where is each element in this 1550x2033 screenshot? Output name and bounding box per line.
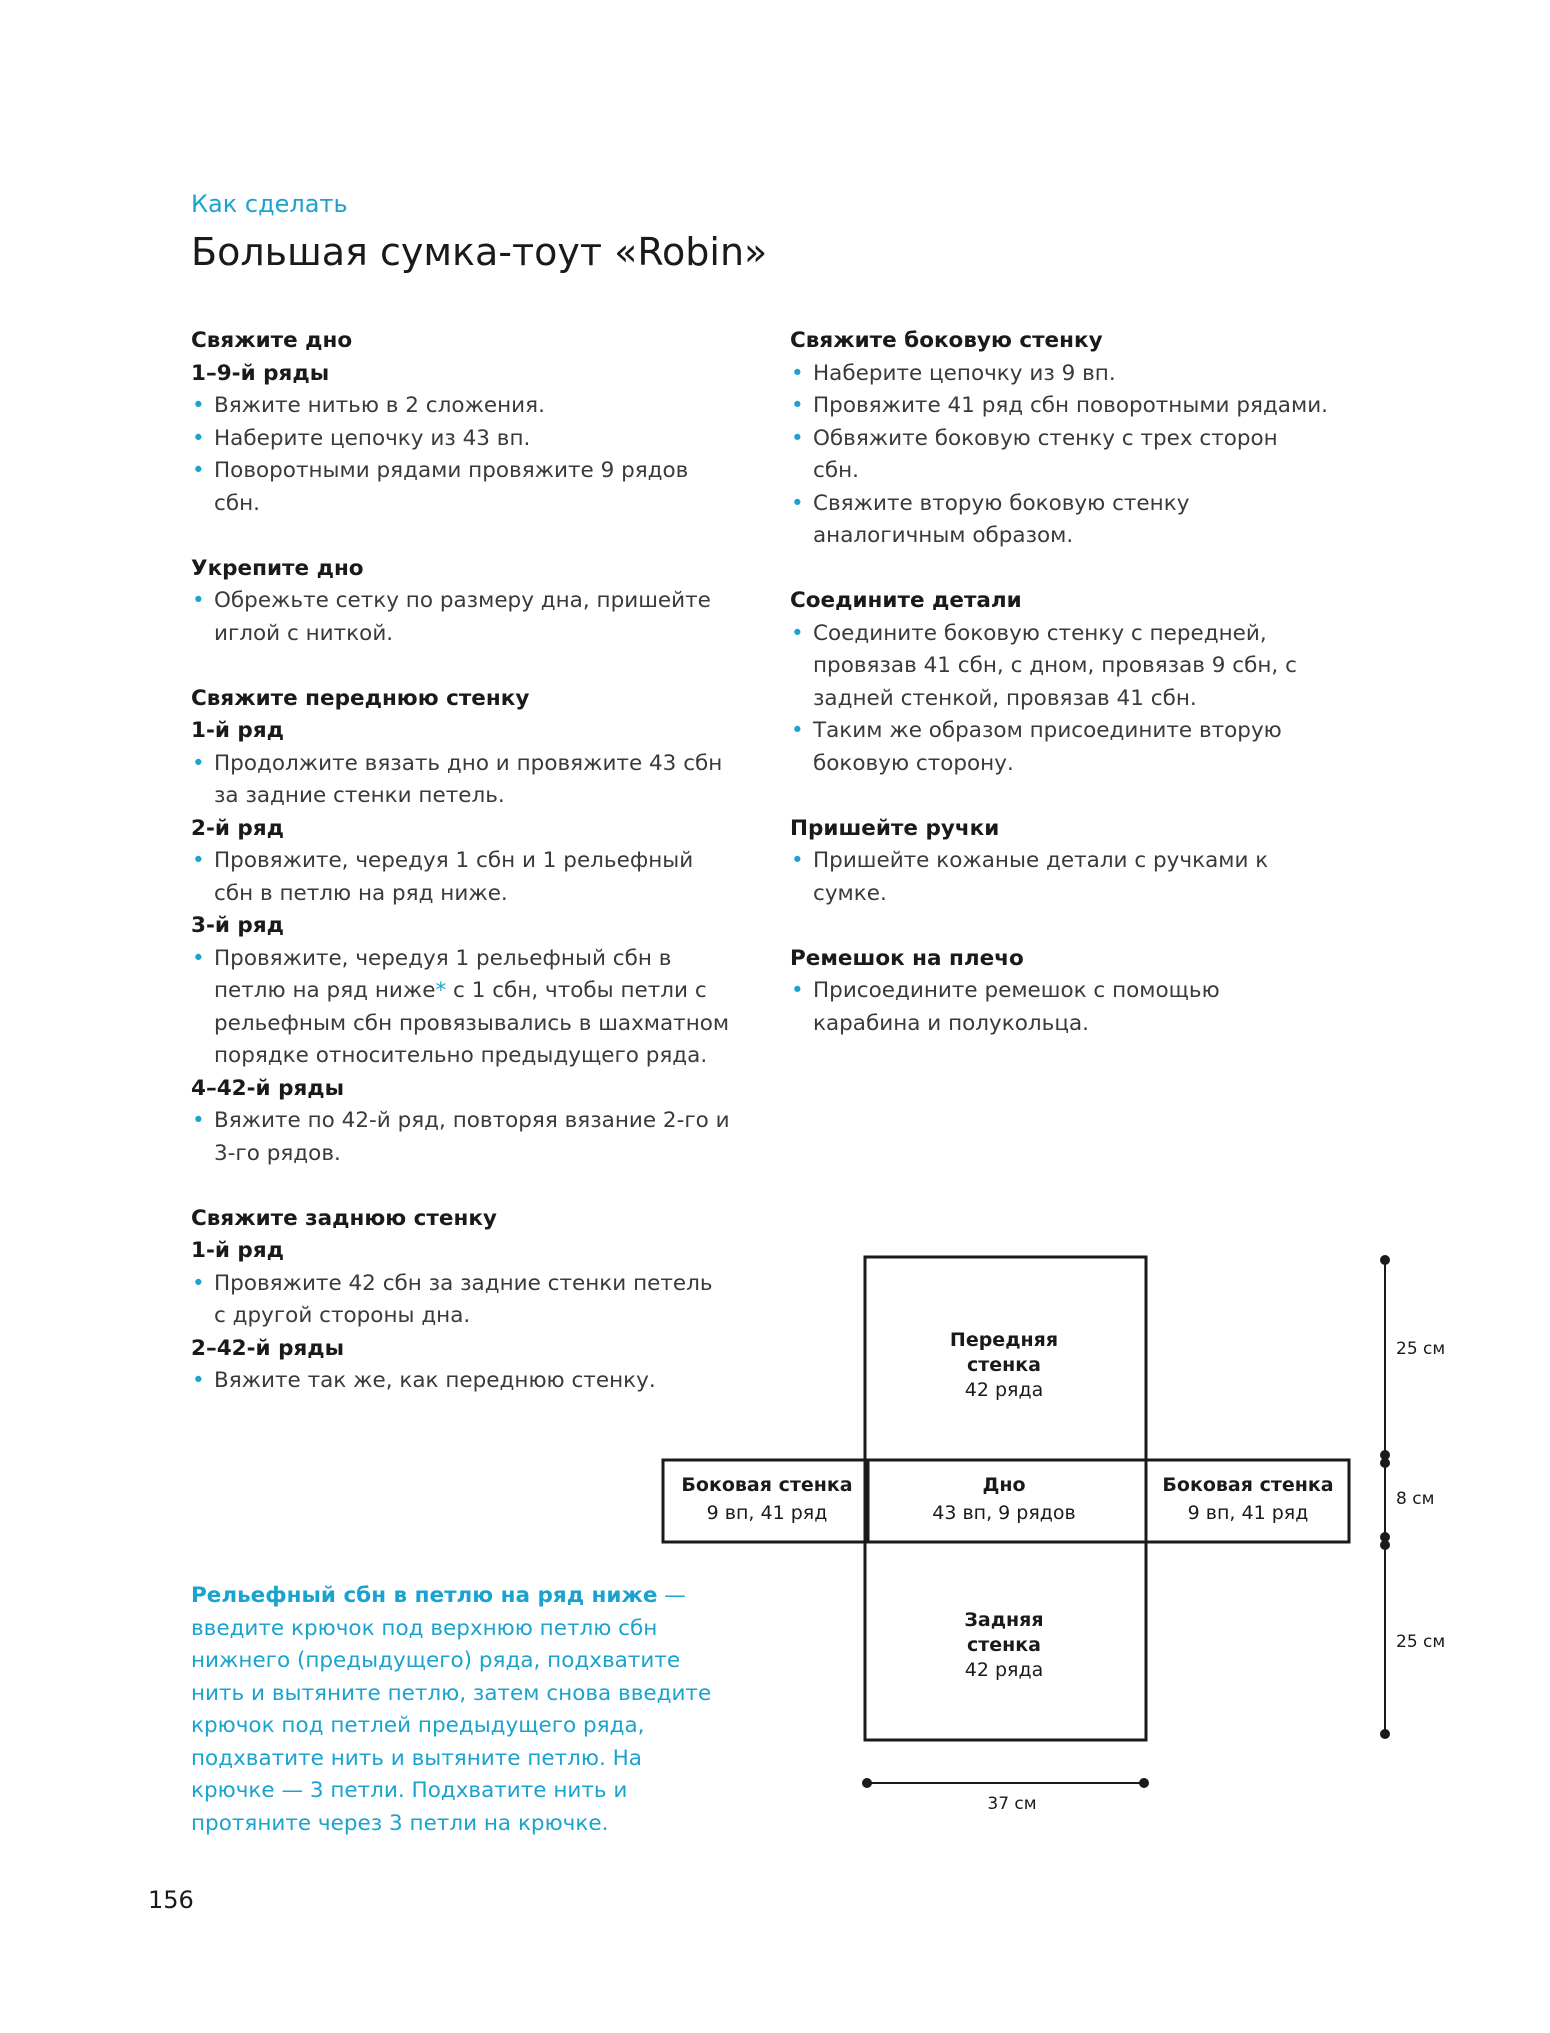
list-item: • Вяжите по 42-й ряд, повторяя вязание 2-го и 3-го рядов. — [191, 1105, 731, 1170]
list-item: • Провяжите 42 сбн за задние стенки петель с другой стороны дна. — [191, 1268, 731, 1333]
footnote-asterisk: * — [435, 978, 447, 1003]
dimension-bottom-label: 25 см — [1396, 1632, 1446, 1652]
front-label-line1: Передняя — [949, 1329, 1059, 1351]
list-item: • Продолжите вязать дно и провяжите 43 сбн за задние стенки петель. — [191, 748, 731, 813]
section-kicker: Как сделать — [191, 190, 348, 218]
dimension-middle-label: 8 см — [1396, 1489, 1435, 1509]
list-item: • Провяжите, чередуя 1 сбн и 1 рельефный сбн в петлю на ряд ниже. — [191, 845, 731, 910]
list-item: • Наберите цепочку из 9 вп. — [790, 358, 1330, 391]
list-item: • Соедините боковую стенку с передней, провязав 41 сбн, с дном, провязав 9 сбн, с задней стенкой, провязав 41 сбн. — [790, 618, 1330, 716]
side-right-detail: 9 вп, 41 ряд — [1187, 1502, 1309, 1524]
row-subheading: 3-й ряд — [191, 913, 284, 938]
list-item: • Наберите цепочку из 43 вп. — [191, 423, 731, 456]
row-subheading: 4–42-й ряды — [191, 1075, 345, 1101]
front-rows-label: 42 ряда — [964, 1379, 1044, 1401]
bottom-detail: 43 вп, 9 рядов — [932, 1502, 1076, 1524]
row-subheading: 2–42-й ряды — [191, 1335, 345, 1361]
section-heading: Соедините детали — [790, 588, 1022, 613]
list-item: • Обрежьте сетку по размеру дна, пришейте иглой с ниткой. — [191, 585, 731, 650]
list-item: • Свяжите вторую боковую стенку аналогичным образом. — [790, 488, 1330, 553]
section-heading: Свяжите боковую стенку — [790, 328, 1103, 353]
section-heading: Свяжите переднюю стенку — [191, 685, 530, 711]
section-heading: Свяжите дно — [191, 328, 353, 353]
back-label-line1: Задняя — [964, 1609, 1044, 1631]
row-subheading: 1-й ряд — [191, 718, 284, 743]
list-item: • Провяжите 41 ряд сбн поворотными рядами. — [790, 390, 1330, 423]
dimension-tick — [863, 1779, 871, 1787]
note-term: Рельефный сбн в петлю на ряд ниже — [191, 1583, 658, 1608]
page-title: Большая сумка-тоут «Robin» — [191, 230, 768, 274]
side-left-detail: 9 вп, 41 ряд — [706, 1502, 828, 1524]
dimension-top-label: 25 см — [1396, 1339, 1446, 1359]
dimension-tick — [1381, 1451, 1389, 1459]
front-label-line2: стенка — [966, 1354, 1042, 1376]
list-item: • Вяжите нитью в 2 сложения. — [191, 390, 731, 423]
row-subheading: 2-й ряд — [191, 815, 284, 841]
note-text: — введите крючок под верхнюю петлю сбн нижнего (предыдущего) ряда, подхватите нить и вытяните петлю, затем снова введите крючок под петлей предыдущего ряда, подхватите нить и вытяните петлю. На крючке — 3 петли. Подхватите нить и протяните через 3 петли на крючке. — [191, 1583, 712, 1836]
dimension-width-label: 37 см — [987, 1794, 1037, 1814]
section-heading: Ремешок на плечо — [790, 945, 1024, 971]
list-item: • Пришейте кожаные детали с ручками к сумке. — [790, 845, 1330, 910]
dimension-tick — [1381, 1459, 1389, 1467]
item-text: с 1 сбн, чтобы петли с рельефным сбн провязывались в шахматном порядке относительно предыдущего ряда. — [214, 978, 730, 1068]
dimension-tick — [1381, 1730, 1389, 1738]
section-heading: Укрепите дно — [191, 555, 364, 581]
side-panel-left — [663, 1460, 868, 1542]
back-label-line2: стенка — [966, 1634, 1042, 1656]
section-heading: Свяжите заднюю стенку — [191, 1205, 497, 1231]
side-left-label: Боковая стенка — [681, 1474, 853, 1496]
dimension-tick — [1381, 1256, 1389, 1264]
bottom-label: Дно — [982, 1474, 1026, 1496]
section-heading: Пришейте ручки — [790, 815, 1000, 841]
row-subheading: 1-й ряд — [191, 1238, 284, 1263]
dimension-tick — [1140, 1779, 1148, 1787]
list-item: • Вяжите так же, как переднюю стенку. — [191, 1365, 731, 1398]
list-item: • Обвяжите боковую стенку с трех сторон сбн. — [790, 423, 1330, 488]
dimension-tick — [1381, 1533, 1389, 1541]
back-rows-label: 42 ряда — [964, 1659, 1044, 1681]
side-panel-right — [1146, 1460, 1349, 1542]
side-right-label: Боковая стенка — [1162, 1474, 1334, 1496]
page-number: 156 — [148, 1886, 194, 1914]
list-item: • Присоедините ремешок с помощью карабина и полукольца. — [790, 975, 1330, 1040]
list-item: • Таким же образом присоедините вторую боковую сторону. — [790, 715, 1330, 780]
list-item: • Поворотными рядами провяжите 9 рядов сбн. — [191, 455, 731, 520]
dimension-tick — [1381, 1541, 1389, 1549]
item-text: Провяжите, чередуя 1 рельефный сбн в петлю на ряд ниже — [214, 945, 672, 1003]
row-subheading: 1–9-й ряды — [191, 360, 330, 386]
